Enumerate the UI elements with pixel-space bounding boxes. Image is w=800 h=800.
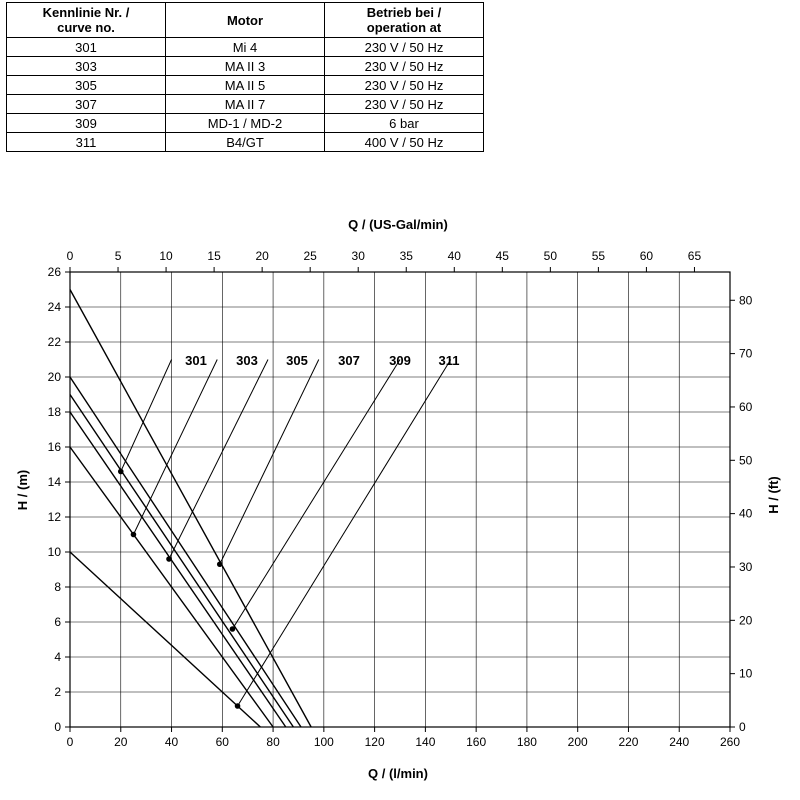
grid [70,272,730,727]
table-cell: 307 [7,95,166,114]
top-tick-label: 35 [399,249,413,263]
marker-303 [131,532,137,538]
header-curve-no: Kennlinie Nr. / curve no. [7,3,166,38]
top-tick-label: 40 [447,249,461,263]
table-cell: 305 [7,76,166,95]
marker-311 [118,469,124,475]
y-tick-label: 6 [54,615,61,629]
curve-label-303: 303 [236,353,258,368]
y-tick-label: 18 [47,405,61,419]
y-tick-label: 12 [47,510,61,524]
y-tick-label: 22 [47,335,61,349]
curve-label-311: 311 [438,353,460,368]
table-cell: 311 [7,133,166,152]
table-cell: 309 [7,114,166,133]
right-tick-label: 0 [739,720,746,734]
x-axis-label: Q / (l/min) [368,766,428,781]
top-tick-label: 0 [66,249,74,263]
x-tick-label: 220 [618,735,639,749]
table-cell: 230 V / 50 Hz [325,95,484,114]
y-axis-label: H / (m) [15,469,30,511]
table-cell: 301 [7,38,166,57]
header-motor: Motor [166,3,325,38]
x-tick-label: 120 [364,735,385,749]
leader-line-311 [121,360,172,472]
top-tick-label: 10 [159,249,173,263]
table-cell: MA II 7 [166,95,325,114]
table-cell: B4/GT [166,133,325,152]
y-tick-label: 0 [54,720,61,734]
x-tick-label: 180 [516,735,537,749]
x-tick-label: 100 [313,735,334,749]
x-tick-label: 60 [215,735,229,749]
right-tick-label: 10 [739,666,753,681]
leader-line-301 [238,360,451,707]
table-cell: Mi 4 [166,38,325,57]
table-cell: 400 V / 50 Hz [325,133,484,152]
top-tick-label: 50 [543,249,558,263]
x-tick-label: 20 [114,735,128,749]
curves [70,290,459,728]
y-tick-label: 2 [54,685,61,699]
table-cell: 303 [7,57,166,76]
x-tick-label: 200 [567,735,588,749]
right-tick-label: 70 [739,346,753,361]
right-axis-label: H / (ft) [766,476,781,514]
curve-label-307: 307 [338,353,360,368]
top-tick-label: 65 [687,249,702,263]
header-operation: Betrieb bei / operation at [325,3,484,38]
x-tick-label: 160 [466,735,487,749]
right-tick-label: 20 [739,613,753,628]
plot-frame [70,272,730,727]
y-tick-label: 14 [47,475,61,489]
x-tick-label: 260 [719,735,741,749]
top-tick-label: 15 [207,249,221,263]
x-tick-label: 40 [164,735,179,749]
y-tick-label: 26 [47,265,61,279]
marker-309 [230,626,236,632]
table-cell: 6 bar [325,114,484,133]
x-tick-label: 80 [266,735,280,749]
y-tick-label: 20 [47,370,61,384]
right-tick-label: 80 [739,293,753,308]
top-tick-label: 60 [639,249,654,263]
table-cell: 230 V / 50 Hz [325,57,484,76]
right-tick-label: 50 [739,453,753,468]
x-tick-label: 240 [669,735,690,749]
table-cell: 230 V / 50 Hz [325,38,484,57]
y-tick-label: 16 [47,440,61,454]
table-cell: MA II 5 [166,76,325,95]
curve-label-309: 309 [389,353,411,368]
x-tick-label: 140 [415,735,436,749]
leader-line-307 [220,360,319,565]
right-tick-label: 60 [739,399,753,414]
y-tick-label: 8 [54,580,61,594]
leader-line-305 [169,360,268,560]
y-tick-label: 4 [54,650,61,664]
x-tick-label: 0 [66,735,74,749]
marker-305 [166,556,172,562]
y-tick-label: 24 [47,300,61,314]
marker-301 [235,703,241,709]
y-tick-label: 10 [47,545,61,559]
axes [48,249,753,749]
top-tick-label: 55 [591,249,606,263]
right-tick-label: 40 [739,506,753,521]
top-tick-label: 25 [303,249,317,263]
top-tick-label: 20 [255,249,269,263]
curve-307 [70,395,293,728]
top-axis-label: Q / (US-Gal/min) [348,217,448,232]
table-cell: 230 V / 50 Hz [325,76,484,95]
curve-label-301: 301 [185,353,207,368]
curve-305 [70,412,286,727]
curve-label-305: 305 [286,353,308,368]
table-cell: MD-1 / MD-2 [166,114,325,133]
table-cell: MA II 3 [166,57,325,76]
right-tick-label: 30 [739,559,753,574]
top-tick-label: 45 [495,249,509,263]
top-tick-label: 30 [351,249,365,263]
top-tick-label: 5 [114,249,122,263]
